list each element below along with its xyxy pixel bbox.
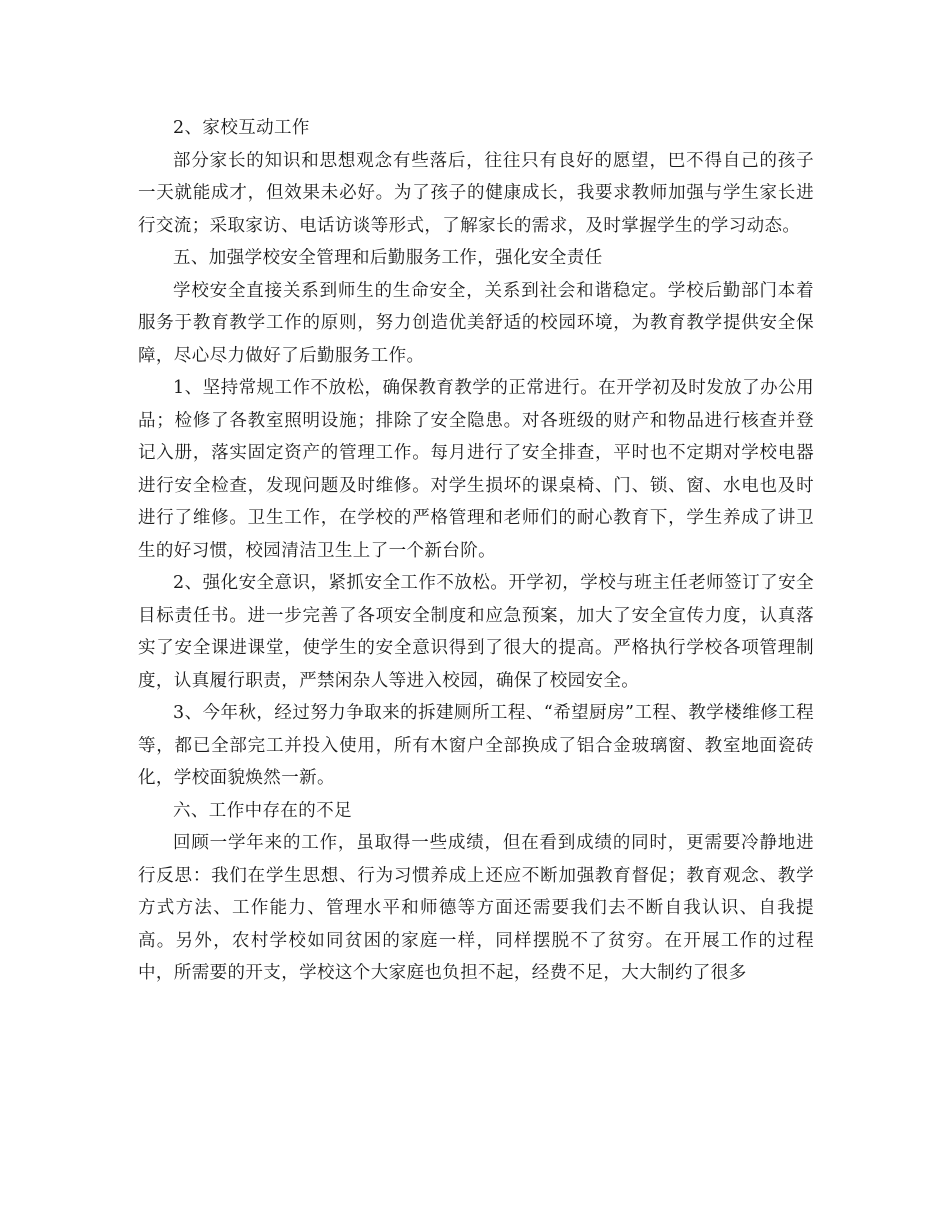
section-heading-shortcomings: 六、工作中存在的不足 bbox=[173, 800, 352, 821]
paragraph-safety-awareness: 2、强化安全意识，紧抓安全工作不放松。开学初，学校与班主任老师签订了安全目标责任书。进一步完善了各项安全制度和应急预案，加大了安全宣传力度，认真落实了安全课进课堂，使学生的安全意识得到了很大的提高。严格执行学校各项管理制度，认真履行职责，严禁闲杂人等进入校园，确保了校园安全。 bbox=[138, 573, 814, 691]
paragraph-reflection: 回顾一学年来的工作，虽取得一些成绩，但在看到成绩的同时，更需要冷静地进行反思：我们在学生思想、行为习惯养成上还应不断加强教育督促；教育观念、教学方式方法、工作能力、管理水平和师德等方面还需要我们去不断自我认识、自我提高。另外，农村学校如同贫困的家庭一样，同样摆脱不了贫穷。在开展工作的过程中，所需要的开支，学校这个大家庭也负担不起，经费不足，大大制约了很多 bbox=[138, 833, 814, 983]
subheading-home-school-interaction: 2、家校互动工作 bbox=[173, 118, 310, 138]
document-body bbox=[138, 112, 814, 990]
section-heading-safety-management: 五、加强学校安全管理和后勤服务工作，强化安全责任 bbox=[173, 248, 603, 268]
paragraph-safety-overview: 学校安全直接关系到师生的生命安全，关系到社会和谐稳定。学校后勤部门本着服务于教育教学工作的原则，努力创造优美舒适的校园环境，为教育教学提供安全保障，尽心尽力做好了后勤服务工作。 bbox=[138, 280, 814, 366]
paragraph-routine-work: 1、坚持常规工作不放松，确保教育教学的正常进行。在开学初及时发放了办公用品；检修了各教室照明设施；排除了安全隐患。对各班级的财产和物品进行核查并登记入册，落实固定资产的管理工作。每月进行了安全排查，平时也不定期对学校电器进行安全检查，发现问题及时维修。对学生损坏的课桌椅、门、锁、窗、水电也及时进行了维修。卫生工作，在学校的严格管理和老师们的耐心教育下，学生养成了讲卫生的好习惯，校园清洁卫生上了一个新台阶。 bbox=[138, 378, 814, 561]
paragraph-parent-communication: 部分家长的知识和思想观念有些落后，往往只有良好的愿望，巴不得自己的孩子一天就能成才，但效果未必好。为了孩子的健康成长，我要求教师加强与学生家长进行交流；采取家访、电话访谈等形式，了解家长的需求，及时掌握学生的学习动态。 bbox=[138, 150, 814, 236]
paragraph-construction-projects: 3、今年秋，经过努力争取来的拆建厕所工程、“希望厨房”工程、教学楼维修工程等，都已全部完工并投入使用，所有木窗户全部换成了铝合金玻璃窗、教室地面瓷砖化，学校面貌焕然一新。 bbox=[138, 703, 814, 788]
